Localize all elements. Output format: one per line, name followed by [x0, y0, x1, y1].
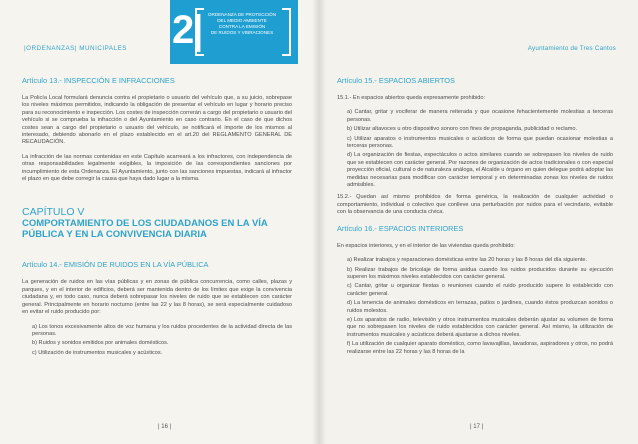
article-13-paragraph-2: La infracción de las normas contenidas en este Capítulo acarreará a los infractores, con independencia de otras responsabilidades legalmente exigibles, la imposición de las correspondientes sanciones por incumplimiento de esta Ordenanza. El Ayuntamiento, junto con las sanciones impuestas, indicará al infractor el plazo en que debe corregir la causa que haya dado lugar a la misma. [22, 153, 292, 183]
list-item: c) Cantar, gritar u organizar fiestas o reuniones cuando el ruido producido supere lo establecido con carácter general. [347, 283, 613, 297]
list-item: c) Utilización de instrumentos musicales y acústicos. [32, 349, 163, 356]
article-13-title: Artículo 13.- INSPECCIÓN E INFRACCIONES [22, 76, 175, 85]
chapter-title: COMPORTAMIENTO DE LOS CIUDADANOS EN LA VÍA PÚBLICA Y EN LA CONVIVENCIA DIARIA [22, 218, 268, 241]
banner-line: CONTRA LA EMISIÓN [218, 24, 266, 29]
list-item: f) La utilización de cualquier aparato doméstico, como lavavajillas, lavadoras, aspiradores y otros, no podrá realizarse entre las 22 horas y las 8 horas de la [347, 341, 613, 355]
article-14-paragraph-1: La generación de ruidos en las vías públicas y en zonas de pública concurrencia, como calles, plazas y parques, y en el interior de edificios, deberá ser mantenida dentro de los límites que exige la convivencia ciudadana y, en todo caso, nunca deberá sobrepasar los niveles de ruido que se establecen con carácter general. Principalmente en horario nocturno (entre las 22 y las 8 horas), se será especialmente cuidadoso en evitar el ruido producido por: [22, 279, 292, 316]
article-14-title: Artículo 14.- EMISIÓN DE RUIDOS EN LA VÍA PÚBLICA [22, 260, 209, 270]
list-item: a) Realizar trabajos y reparaciones domésticas entre las 20 horas y las 8 horas del día siguiente. [347, 257, 588, 264]
page-number-left: | 16 | [158, 424, 172, 430]
list-item: d) La tenencia de animales domésticos en terrazas, patios o jardines, cuando éstos produzcan sonidos o ruidos molestos. [347, 300, 613, 314]
list-item: b) Ruidos y sonidos emitidos por animales domésticos. [32, 340, 169, 347]
article-13-paragraph-1: La Policía Local formulará denuncia contra el propietario o usuario del vehículo que, a su juicio, sobrepase los niveles máximos permitidos, indicando la obligación de presentar el vehículo en lugar y horario preciso para su reconocimiento e inspección. Los costes de inspección correrán a cargo del propietario o usuario del vehículo si se comprueba la infracción o del Ayuntamiento en caso contrario. En el caso de que dichos costes sean a cargo del propietario o usuario del vehículo, se notificará el importe de los mismos al interesado, debiendo abonarlo en el plazo establecido en el art.20 del REGLAMENTO GENERAL DE RECAUDACIÓN. [22, 95, 292, 146]
banner-line: DEL MEDIO AMBIENTE [217, 18, 267, 23]
article-14-list [32, 324, 292, 358]
banner-line: ORDENANZA DE PROTECCIÓN [207, 12, 277, 17]
chapter-banner-text [203, 12, 281, 36]
list-item: e) Los aparatos de radio, televisión y otros instrumentos musicales deberán ajustar su volumen de forma que no sobrepasen los niveles de ruido establecidos con carácter general. Así mismo, la utilización de instrumentos musicales y acústicos deberá ajustarse a dichos niveles. [347, 316, 613, 338]
list-item: b) Utilizar altavoces u otro dispositivo sonoro con fines de propaganda, publicidad o reclamo. [347, 126, 578, 133]
right-column [337, 76, 613, 361]
book-gutter [312, 0, 326, 444]
article-15-intro: 15.1.- En espacios abiertos queda expresamente prohibido: [337, 95, 486, 101]
article-16-list [347, 257, 613, 356]
list-item: c) Utilizar aparatos o instrumentos musicales o acústicos de forma que puedan ocasionar molestias a terceras personas. [347, 135, 613, 150]
running-head-left: |ORDENANZAS| MUNICIPALES [24, 45, 127, 52]
running-head-right: Ayuntamiento de Tres Cantos [527, 45, 616, 52]
left-column [22, 76, 292, 362]
list-item: a) Cantar, gritar y vociferar de manera reiterada y que ocasione fehacientemente molestias a terceras personas. [347, 109, 613, 123]
article-15-list [347, 109, 613, 189]
chapter-label: CAPÍTULO V [22, 206, 85, 219]
chapter-number: 2| [172, 8, 202, 52]
article-16-title: Artículo 16.- ESPACIOS INTERIORES [337, 223, 464, 233]
banner-line: DE RUIDOS Y VIBRACIONES [210, 30, 274, 35]
list-item: b) Realizar trabajos de bricolaje de forma asidua cuando los ruidos producidos durante su ejecución superen los máximos niveles establecidos con carácter general. [347, 266, 613, 280]
list-item: d) La organización de fiestas, espectáculos o actos similares cuando se sobrepasen los niveles de ruido que se establecen con carácter general. Por razones de organización de actos tradicionales o con especial proyección oficial, cultural o de naturaleza análoga, el Alcalde u órgano en quien delegue podrá adoptar las medidas necesarias para modificar con carácter temporal y en determinadas zonas los niveles de ruidos admisibles. [347, 152, 613, 189]
list-item: a) Los tonos excesivamente altos de voz humana y los ruidos procedentes de la actividad directa de las personas. [32, 323, 292, 337]
bracket-right-icon [282, 8, 291, 56]
page-number-right: | 17 | [470, 424, 484, 430]
article-15-paragraph-2: 15.2.- Quedan así mismo prohibidos de forma genérica, la realización de cualquier actividad o comportamiento, individual o colectivo que conlleve una perturbación por ruidos para el vecindario, evitable con la observancia de una conducta cívica. [337, 194, 613, 216]
article-15-title: Artículo 15.- ESPACIOS ABIERTOS [337, 76, 455, 85]
article-16-intro: En espacios interiores, y en el interior de las viviendas queda prohibido: [337, 242, 515, 249]
